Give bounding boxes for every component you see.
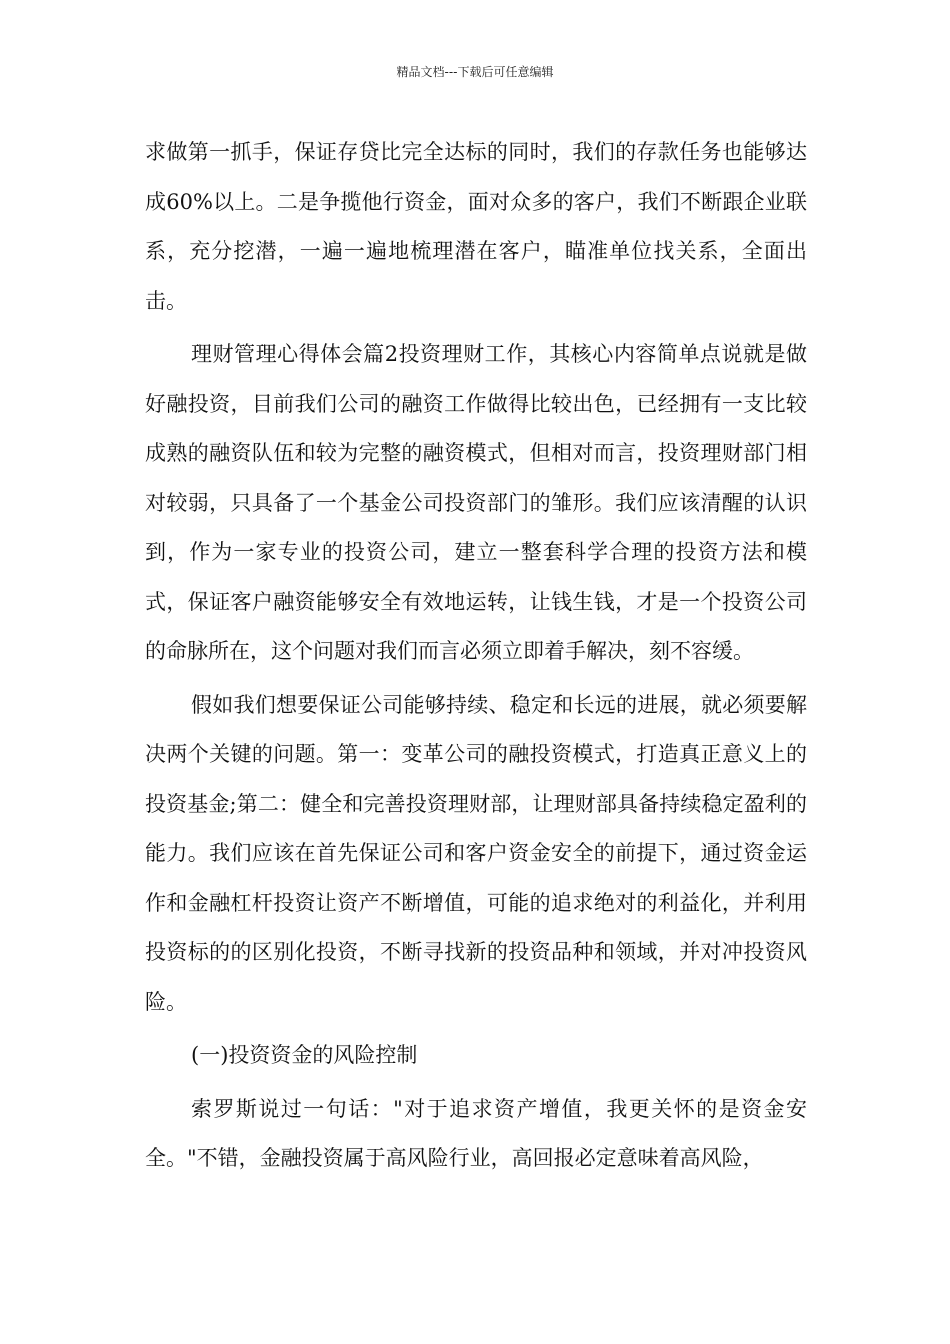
page-header: 精品文档---下载后可任意编辑 bbox=[396, 65, 554, 79]
paragraph-3: 假如我们想要保证公司能够持续、稳定和长远的进展，就必须要解决两个关键的问题。第一：变革公司的融投资模式，打造真正意义上的投资基金;第二：健全和完善投资理财部，让理财部具备持续稳定盈利的能力。我们应该在首先保证公司和客户资金安全的前提下，通过资金运作和金融杠杆投资让资产不断增值，可能的追求绝对的利益化，并利用投资标的的区别化投资，不断寻找新的投资品种和领域，并对冲投资风险。 bbox=[145, 692, 807, 1014]
paragraph-4: 索罗斯说过一句话："对于追求资产增值，我更关怀的是资金安全。"不错，金融投资属于高风险行业，高回报必定意味着高风险， bbox=[145, 1096, 807, 1170]
section-heading: (一)投资资金的风险控制 bbox=[191, 1043, 418, 1067]
paragraph-2: 理财管理心得体会篇2投资理财工作，其核心内容简单点说就是做好融投资，目前我们公司的融资工作做得比较出色，已经拥有一支比较成熟的融资队伍和较为完整的融资模式，但相对而言，投资理财部门相对较弱，只具备了一个基金公司投资部门的雏形。我们应该清醒的认识到，作为一家专业的投资公司，建立一整套科学合理的投资方法和模式，保证客户融资能够安全有效地运转，让钱生钱，才是一个投资公司的命脉所在，这个问题对我们而言必须立即着手解决，刻不容缓。 bbox=[145, 342, 807, 663]
paragraph-1: 求做第一抓手，保证存贷比完全达标的同时，我们的存款任务也能够达成60%以上。二是争揽他行资金，面对众多的客户，我们不断跟企业联系，充分挖潜，一遍一遍地梳理潜在客户，瞄准单位找关系，全面出击。 bbox=[145, 140, 807, 313]
document-body bbox=[145, 128, 807, 1184]
